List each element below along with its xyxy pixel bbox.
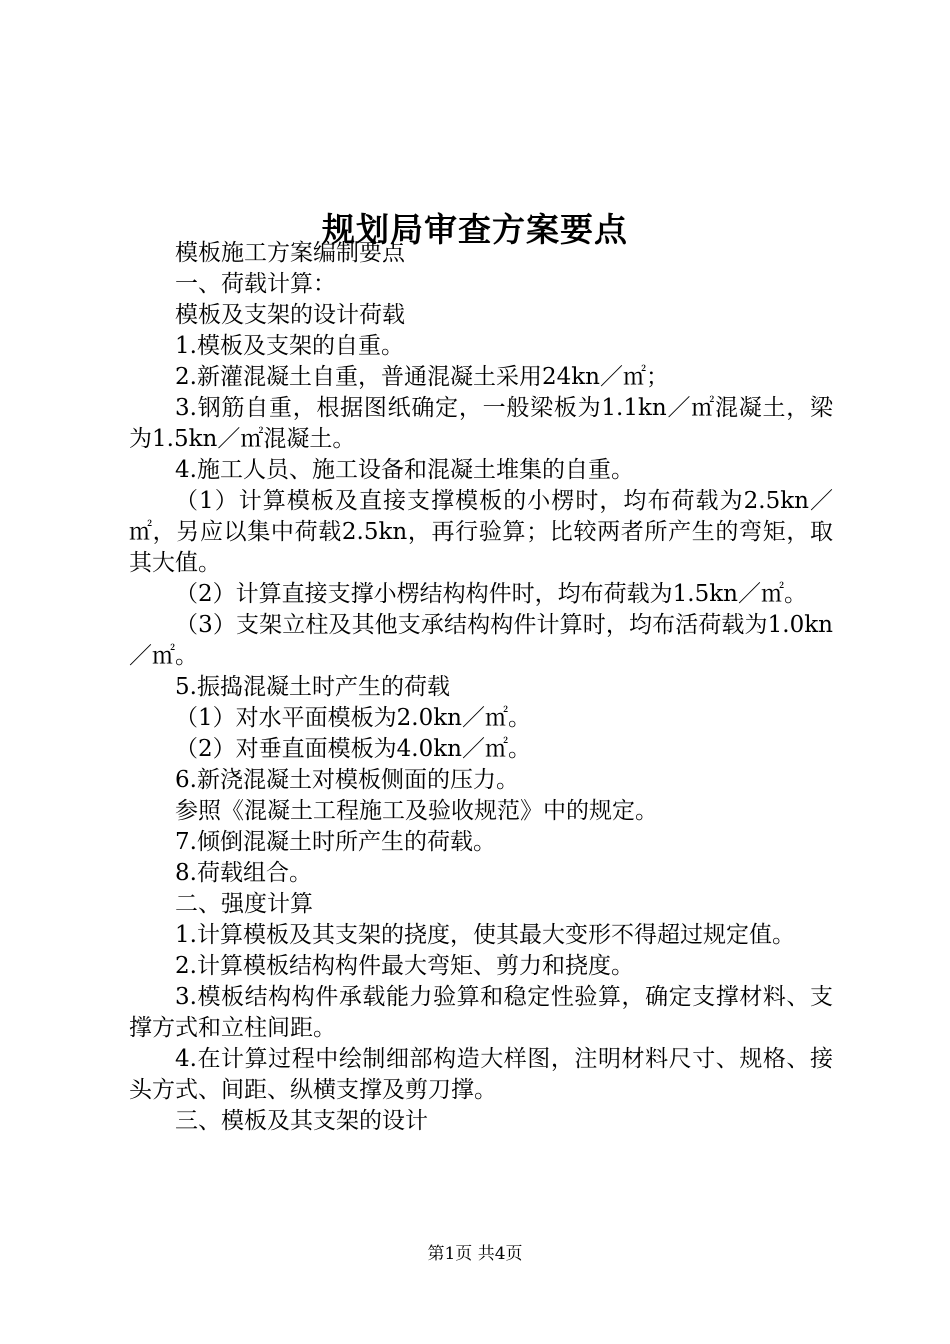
paragraph: （2）计算直接支撑小楞结构构件时，均布荷载为1.5kn／㎡。 [175, 581, 807, 607]
paragraph: 1.计算模板及其支架的挠度，使其最大变形不得超过规定值。 [175, 922, 795, 948]
paragraph: 7.倾倒混凝土时所产生的荷载。 [175, 829, 496, 855]
paragraph: 3.模板结构构件承载能力验算和稳定性验算，确定支撑材料、支撑方式和立柱间距。 [129, 984, 833, 1041]
document-title: 规划局审查方案要点 [322, 210, 628, 250]
paragraph: 4.在计算过程中绘制细部构造大样图，注明材料尺寸、规格、接头方式、间距、纵横支撑及剪刀撑。 [129, 1046, 833, 1103]
paragraph: （1）计算模板及直接支撑模板的小楞时，均布荷载为2.5kn／㎡，另应以集中荷载2.5kn，再行验算；比较两者所产生的弯矩，取其大值。 [129, 488, 833, 576]
paragraph: 5.振捣混凝土时产生的荷载 [175, 674, 450, 700]
paragraph: 8.荷载组合。 [175, 860, 312, 886]
paragraph: 2.新灌混凝土自重，普通混凝土采用24kn／㎡； [175, 364, 669, 390]
paragraph: 一、荷载计算： [175, 271, 336, 297]
paragraph: 三、模板及其支架的设计 [175, 1108, 428, 1134]
document-body [129, 238, 833, 1137]
paragraph: 模板及支架的设计荷载 [175, 302, 405, 328]
page-number-footer: 第1页 共4页 [427, 1244, 523, 1264]
paragraph: 模板施工方案编制要点 [175, 240, 405, 266]
paragraph: （1）对水平面模板为2.0kn／㎡。 [175, 705, 531, 731]
paragraph: 参照《混凝土工程施工及验收规范》中的规定。 [175, 798, 658, 824]
paragraph: 二、强度计算 [175, 891, 313, 917]
paragraph: 3.钢筋自重，根据图纸确定，一般梁板为1.1kn／㎡混凝土，梁为1.5kn／㎡混凝土。 [129, 395, 833, 452]
paragraph: 2.计算模板结构构件最大弯矩、剪力和挠度。 [175, 953, 634, 979]
paragraph: （2）对垂直面模板为4.0kn／㎡。 [175, 736, 531, 762]
paragraph: 4.施工人员、施工设备和混凝土堆集的自重。 [175, 457, 634, 483]
paragraph: 6.新浇混凝土对模板侧面的压力。 [175, 767, 519, 793]
paragraph: 1.模板及支架的自重。 [175, 333, 404, 359]
paragraph: （3）支架立柱及其他支承结构构件计算时，均布活荷载为1.0kn／㎡。 [129, 612, 833, 669]
